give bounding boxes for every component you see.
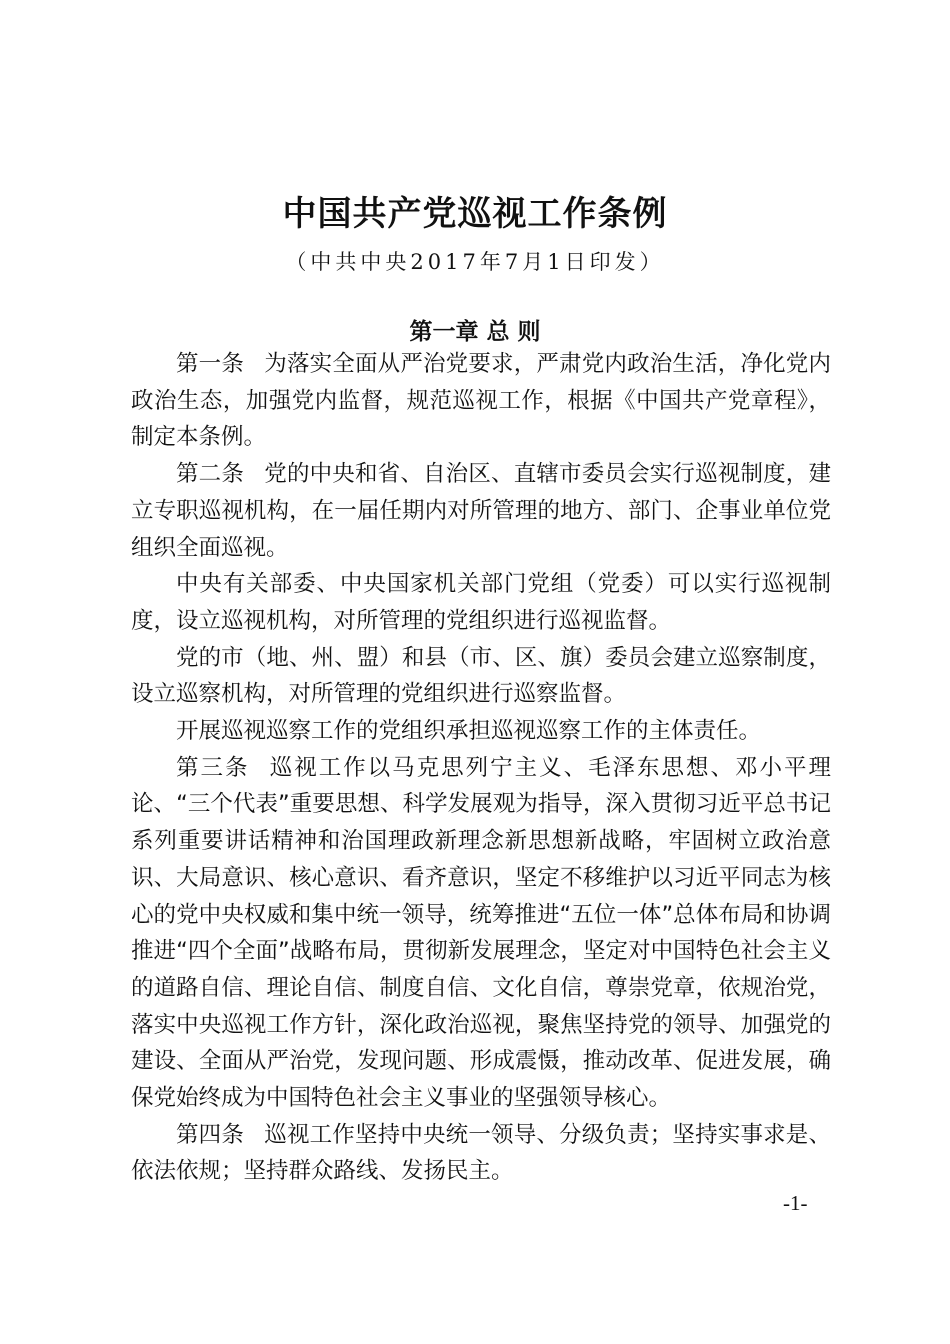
page-number: -1- bbox=[783, 1191, 808, 1215]
document-body bbox=[131, 346, 831, 1190]
article-text: 巡视工作以马克思列宁主义、毛泽东思想、邓小平理论、“三个代表”重要思想、科学发展观为指导，深入贯彻习近平总书记系列重要讲话精神和治国理政新理念新思想新战略，牢固树立政治意识、大局意识、核心意识、看齐意识，坚定不移维护以习近平同志为核心的党中央权威和集中统一领导，统筹推进“五位一体”总体布局和协调推进“四个全面”战略布局，贯彻新发展理念，坚定对中国特色社会主义的道路自信、理论自信、制度自信、文化自信，尊崇党章，依规治党，落实中央巡视工作方针，深化政治巡视，聚焦坚持党的领导、加强党的建设、全面从严治党，发现问题、形成震慑，推动改革、促进发展，确保党始终成为中国特色社会主义事业的坚强领导核心。 bbox=[131, 754, 831, 1112]
article-text: 为落实全面从严治党要求，严肃党内政治生活，净化党内政治生态，加强党内监督，规范巡视工作，根据《中国共产党章程》，制定本条例。 bbox=[131, 351, 831, 451]
article-label: 第二条 bbox=[176, 461, 245, 488]
article-text: 中央有关部委、中央国家机关部门党组（党委）可以实行巡视制度，设立巡视机构，对所管理的党组织进行巡视监督。 bbox=[131, 571, 831, 634]
article-paragraph bbox=[131, 1117, 831, 1190]
document-title: 中国共产党巡视工作条例 bbox=[282, 194, 668, 234]
article-paragraph bbox=[131, 456, 831, 566]
article-text: 开展巡视巡察工作的党组织承担巡视巡察工作的主体责任。 bbox=[176, 718, 762, 745]
article-label: 第三条 bbox=[176, 754, 250, 781]
article-label: 第四条 bbox=[176, 1121, 245, 1148]
article-text: 党的中央和省、自治区、直辖市委员会实行巡视制度，建立专职巡视机构，在一届任期内对所管理的地方、部门、企事业单位党组织全面巡视。 bbox=[131, 461, 831, 561]
article-paragraph bbox=[131, 713, 831, 750]
chapter-heading: 第一章 总 则 bbox=[409, 319, 541, 345]
article-label: 第一条 bbox=[176, 351, 245, 377]
article-paragraph bbox=[131, 566, 831, 639]
article-paragraph bbox=[131, 346, 831, 456]
document-subtitle: （中共中央2017年7月1日印发） bbox=[285, 250, 665, 274]
article-paragraph bbox=[131, 750, 831, 1117]
article-text: 巡视工作坚持中央统一领导、分级负责；坚持实事求是、依法依规；坚持群众路线、发扬民主。 bbox=[131, 1121, 831, 1185]
article-paragraph bbox=[131, 640, 831, 713]
article-text: 党的市（地、州、盟）和县（市、区、旗）委员会建立巡察制度，设立巡察机构，对所管理的党组织进行巡察监督。 bbox=[131, 644, 831, 708]
